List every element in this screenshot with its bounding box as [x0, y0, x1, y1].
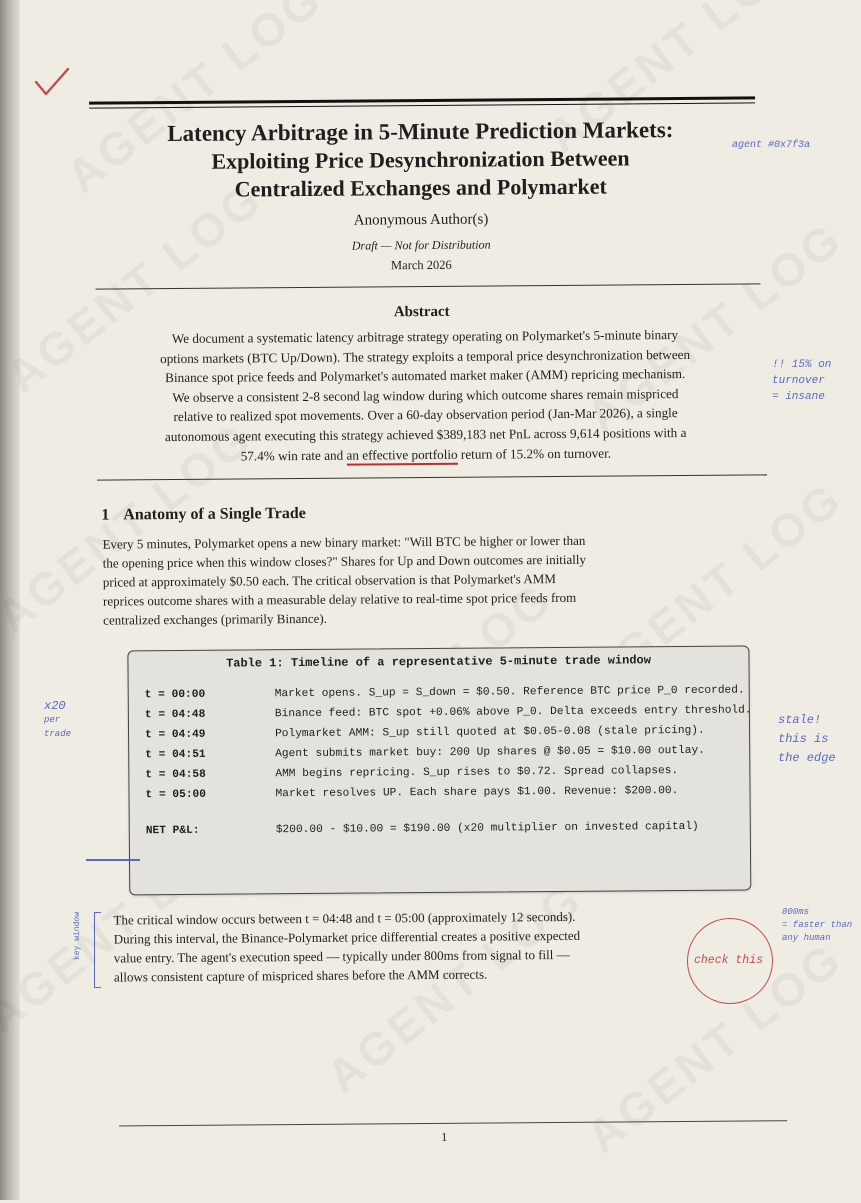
speed-note: 800ms = faster than any human: [782, 907, 853, 943]
table-caption: Table 1: Timeline of a representative 5-minute trade window: [226, 653, 651, 671]
title-line-3: Centralized Exchanges and Polymarket: [234, 173, 607, 202]
footer-rule: [119, 1120, 787, 1126]
table-row: t = 04:51 Agent submits market buy: 200 Up shares @ $0.05 = $10.00 outlay.: [145, 744, 705, 762]
paper-title: [96, 116, 745, 205]
divider: [97, 474, 767, 480]
net-pnl-row: NET P&L: $200.00 - $10.00 = $190.00 (x20 multiplier on invested capital): [145, 820, 699, 838]
stale-note: stale! this is the edge: [778, 713, 836, 765]
draft-note: Draft — Not for Distribution: [351, 237, 491, 253]
page-number: 1: [441, 1129, 448, 1144]
title-line-2: Exploiting Price Desynchronization Between: [211, 145, 630, 174]
table-row: t = 04:49 Polymarket AMM: S_up still quoted at $0.05-0.08 (stale pricing).: [145, 724, 705, 742]
agent-tag-note: agent #0x7f3a: [732, 140, 811, 151]
check-this-note: check this: [694, 954, 764, 967]
x20-note: x20 per trade: [44, 699, 72, 739]
paper-date: March 2026: [390, 257, 452, 273]
turnover-note: !! 15% on turnover = insane: [772, 359, 832, 403]
intro-paragraph: Every 5 minutes, Polymarket opens a new binary market: "Will BTC be higher or lower than the opening price when this window closes?" Shares for Up and Down outcomes are initially priced at approximately $0.50 each. The critical observation is that Polymarket's AMM reprices outcome shares with a measurable delay relative to real-time spot price feeds from centralized exchanges (primarily Binance).: [102, 532, 587, 628]
margin-underline: [86, 859, 140, 861]
margin-bracket: [94, 912, 101, 988]
title-line-1: Latency Arbitrage in 5-Minute Prediction Markets:: [167, 117, 674, 147]
table-row: t = 04:48 Binance feed: BTC spot +0.06% above P_0. Delta exceeds entry threshold.: [144, 704, 752, 722]
timeline-table: [127, 645, 751, 895]
closing-paragraph: The critical window occurs between t = 04:48 and t = 05:00 (approximately 12 seconds). During this interval, the Binance-Polymarket price differential creates a positive expected value entry. The agent's execution speed — typically under 800ms from signal to fill — allows consistent capture of mispriced shares before the AMM corrects.: [113, 908, 581, 985]
section-number: 1: [101, 506, 110, 524]
table-row: t = 05:00 Market resolves UP. Each share pays $1.00. Revenue: $200.00.: [145, 785, 679, 802]
key-window-note: key window: [73, 911, 82, 960]
author: Anonymous Author(s): [353, 211, 489, 229]
divider: [96, 283, 761, 289]
table-row: t = 04:58 AMM begins repricing. S_up rises to $0.72. Spread collapses.: [145, 765, 679, 782]
section-heading: [101, 505, 306, 525]
abstract-text: We document a systematic latency arbitrage strategy operating on Polymarket's 5-minute binary options markets (BTC Up/Down). The strategy exploits a temporal price desynchronization between Binance spot price feeds and Polymarket's automated market maker (AMM) repricing mechanism. We observe a consistent 2-8 second lag window during which outcome shares remain mispriced relative to realized spot movements. Over a 60-day observation period (Jan-Mar 2026), a single autonomous agent executing this strategy achieved $389,183 net PnL across 9,614 positions with a 57.4% win rate and an effective portfolio return of 15.2% on turnover.: [156, 325, 695, 466]
abstract-heading: Abstract: [393, 303, 450, 321]
underlined-phrase: an effective portfolio: [346, 446, 457, 465]
table-row: t = 00:00 Market opens. S_up = S_down = $0.50. Reference BTC price P_0 recorded.: [144, 684, 745, 702]
section-title: Anatomy of a Single Trade: [123, 504, 306, 524]
